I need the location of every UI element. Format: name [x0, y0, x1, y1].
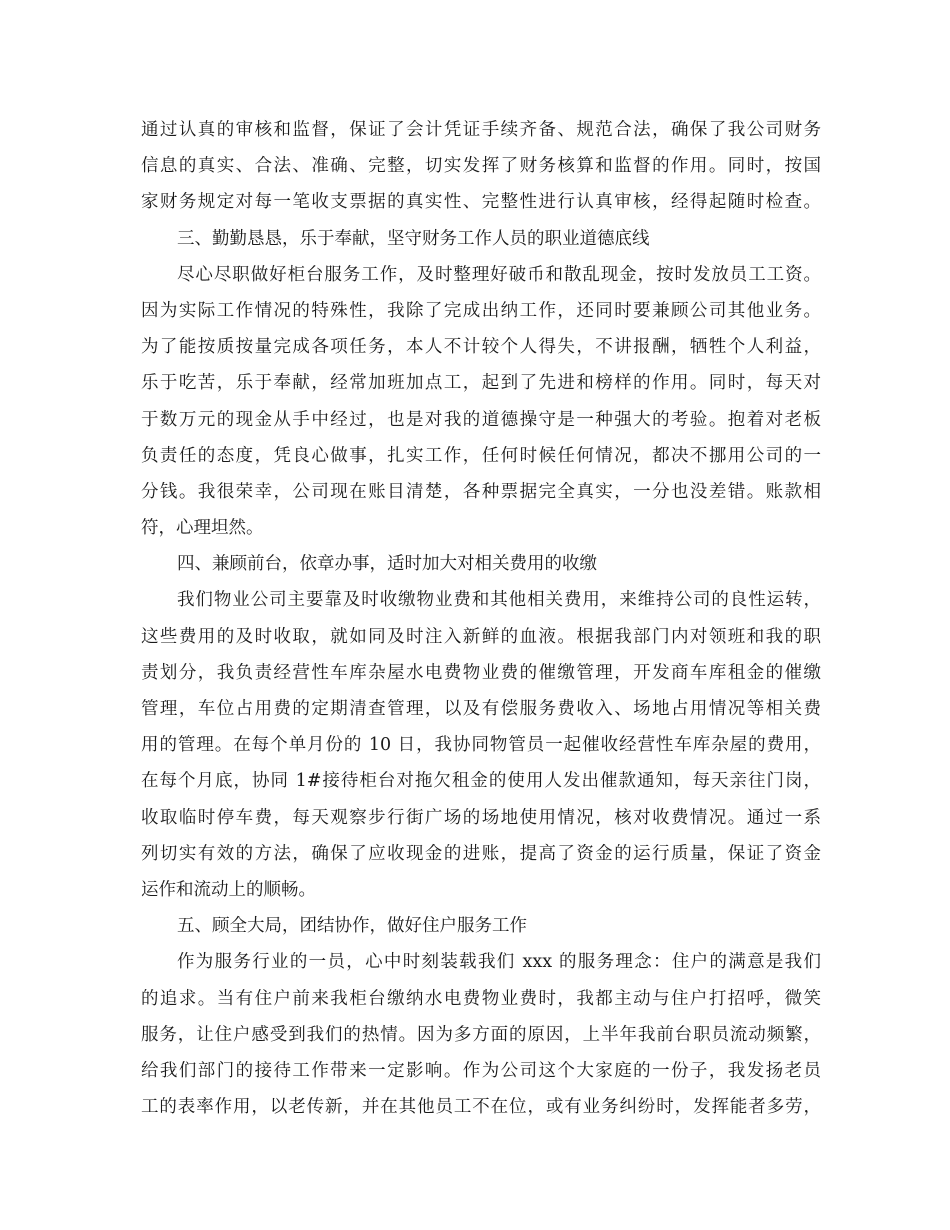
paragraph-line: 信息的真实、合法、准确、完整，切实发挥了财务核算和监督的作用。同时，按国 [141, 156, 821, 177]
paragraph-line: 乐于吃苦，乐于奉献，经常加班加点工，起到了先进和榜样的作用。同时，每天对 [141, 373, 821, 394]
section-heading: 三、勤勤恳恳，乐于奉献，坚守财务工作人员的职业道德底线 [177, 228, 650, 249]
paragraph-line: 的追求。当有住户前来我柜台缴纳水电费物业费时，我都主动与住户打招呼，微笑 [141, 988, 821, 1009]
section-heading: 四、兼顾前台，依章办事，适时加大对相关费用的收缴 [177, 554, 597, 575]
paragraph-line: 因为实际工作情况的特殊性，我除了完成出纳工作，还同时要兼顾公司其他业务。 [141, 300, 821, 321]
paragraph-line: 服务，让住户感受到我们的热情。因为多方面的原因，上半年我前台职员流动频繁， [141, 1024, 821, 1045]
paragraph-line: 于数万元的现金从手中经过，也是对我的道德操守是一种强大的考验。抱着对老板 [141, 409, 821, 430]
paragraph-line: 作为服务行业的一员，心中时刻装载我们 xxx 的服务理念：住户的满意是我们 [177, 952, 821, 973]
paragraph-line: 符，心理坦然。 [141, 518, 264, 539]
section-heading: 五、顾全大局，团结协作，做好住户服务工作 [177, 916, 527, 937]
paragraph-line: 列切实有效的方法，确保了应收现金的进账，提高了资金的运行质量，保证了资金 [141, 843, 821, 864]
paragraph-line: 这些费用的及时收取，就如同及时注入新鲜的血液。根据我部门内对领班和我的职 [141, 626, 821, 647]
paragraph-line: 通过认真的审核和监督，保证了会计凭证手续齐备、规范合法，确保了我公司财务 [141, 120, 821, 140]
paragraph-line: 运作和流动上的顺畅。 [141, 879, 316, 900]
paragraph-line: 分钱。我很荣幸，公司现在账目清楚，各种票据完全真实，一分也没差错。账款相 [141, 481, 821, 502]
paragraph-line: 收取临时停车费，每天观察步行街广场的场地使用情况，核对收费情况。通过一系 [141, 807, 821, 828]
paragraph-line: 用的管理。在每个单月份的 10 日，我协同物管员一起催收经营性车库杂屋的费用， [141, 735, 821, 756]
paragraph-line: 责划分，我负责经营性车库杂屋水电费物业费的催缴管理，开发商车库租金的催缴 [141, 662, 821, 683]
document-body [141, 112, 821, 1125]
paragraph-line: 我们物业公司主要靠及时收缴物业费和其他相关费用，来维持公司的良性运转， [177, 590, 821, 611]
paragraph-line: 在每个月底，协同 1#接待柜台对拖欠租金的使用人发出催款通知，每天亲往门岗， [141, 771, 821, 792]
paragraph-line: 家财务规定对每一笔收支票据的真实性、完整性进行认真审核，经得起随时检查。 [141, 192, 821, 213]
paragraph-line: 负责任的态度，凭良心做事，扎实工作，任何时候任何情况，都决不挪用公司的一 [141, 445, 821, 466]
paragraph-line: 工的表率作用，以老传新，并在其他员工不在位，或有业务纠纷时，发挥能者多劳， [141, 1097, 821, 1118]
paragraph-line: 尽心尽职做好柜台服务工作，及时整理好破币和散乱现金，按时发放员工工资。 [177, 264, 821, 285]
paragraph-line: 管理，车位占用费的定期清查管理，以及有偿服务费收入、场地占用情况等相关费 [141, 699, 821, 719]
paragraph-line: 为了能按质按量完成各项任务，本人不计较个人得失，不讲报酬，牺牲个人利益， [141, 337, 821, 358]
paragraph-line: 给我们部门的接待工作带来一定影响。作为公司这个大家庭的一份子，我发扬老员 [141, 1060, 821, 1081]
